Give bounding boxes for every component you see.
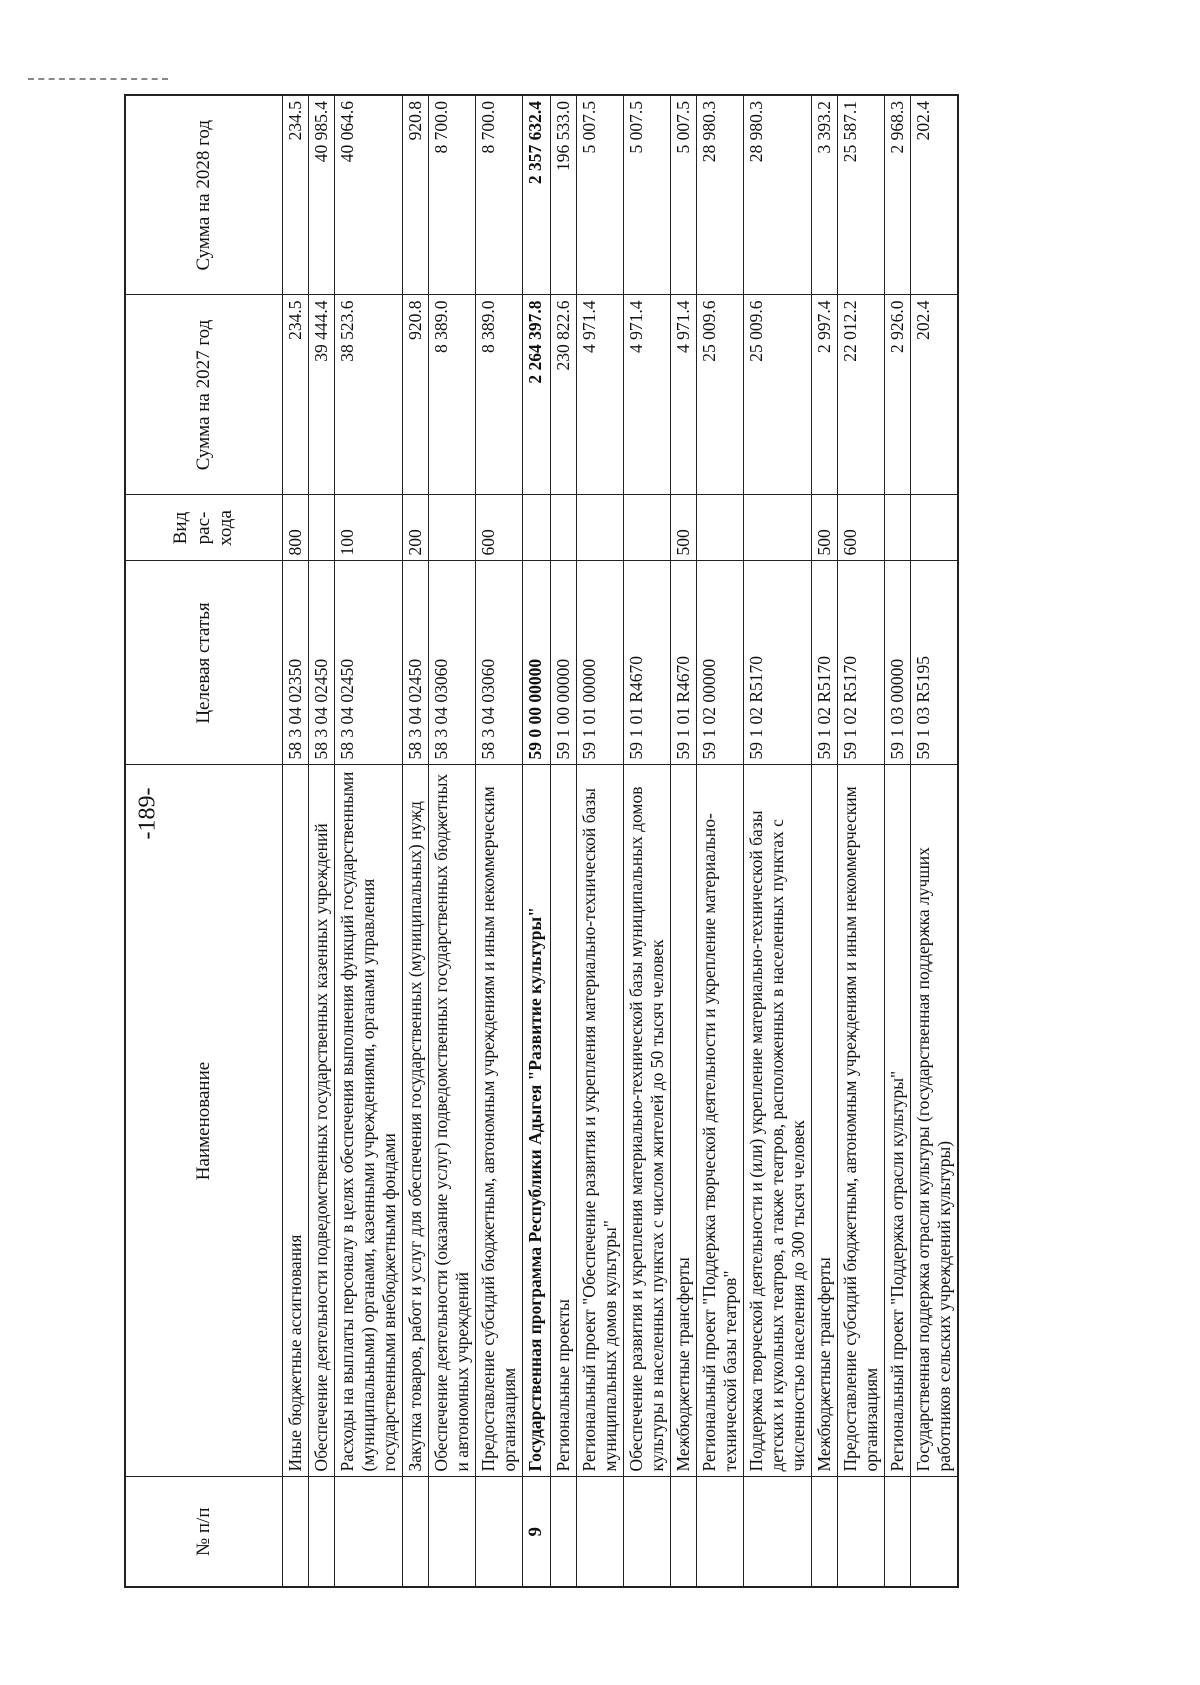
table-row [670, 95, 696, 1587]
row-name: Обеспечение деятельности подведомственных государственных казенных учреждений [309, 765, 335, 1477]
header-name: Наименование [125, 765, 283, 1477]
row-sum-2027: 4 971.4 [670, 295, 696, 495]
table-row [743, 95, 811, 1587]
row-code: 59 1 00 00000 [550, 561, 576, 765]
row-sum-2027: 202.4 [910, 295, 958, 495]
row-name: Региональный проект "Поддержка отрасли культуры" [884, 765, 910, 1477]
row-type: 500 [670, 495, 696, 561]
row-sum-2027: 920.8 [403, 295, 429, 495]
table-row [429, 95, 476, 1587]
table-row [309, 95, 335, 1587]
row-name: Закупка товаров, работ и услуг для обеспечения государственных (муниципальных) нужд [403, 765, 429, 1477]
row-sum-2028: 920.8 [403, 95, 429, 295]
table-row [837, 95, 884, 1587]
row-sum-2027: 39 444.4 [309, 295, 335, 495]
row-num [476, 1477, 523, 1587]
row-num [309, 1477, 335, 1587]
header-code: Целевая статья [125, 561, 283, 765]
row-sum-2027: 8 389.0 [429, 295, 476, 495]
row-name: Обеспечение развития и укрепления материально-технической базы муниципальных домов культуры в населенных пунктах с числом жителей до 50 тысяч человек [623, 765, 670, 1477]
row-code: 59 1 01 00000 [576, 561, 623, 765]
row-sum-2028: 28 980.3 [743, 95, 811, 295]
row-type: 600 [837, 495, 884, 561]
row-sum-2028: 8 700.0 [476, 95, 523, 295]
row-sum-2028: 40 985.4 [309, 95, 335, 295]
row-type [743, 495, 811, 561]
row-sum-2028: 5 007.5 [623, 95, 670, 295]
row-sum-2027: 230 822.6 [550, 295, 576, 495]
row-name: Предоставление субсидий бюджетным, автономным учреждениям и иным некоммерческим организациям [837, 765, 884, 1477]
header-type: Вид рас- хода [125, 495, 283, 561]
row-type: 500 [811, 495, 837, 561]
row-type [550, 495, 576, 561]
row-sum-2027: 25 009.6 [743, 295, 811, 495]
row-num [623, 1477, 670, 1587]
row-sum-2028: 196 533.0 [550, 95, 576, 295]
row-name: Региональный проект "Поддержка творческой деятельности и укрепление материально-технической базы театров" [696, 765, 743, 1477]
row-code: 59 1 02 R5170 [743, 561, 811, 765]
row-sum-2027: 38 523.6 [335, 295, 403, 495]
row-code: 58 3 04 02450 [309, 561, 335, 765]
row-sum-2027: 234.5 [283, 295, 309, 495]
row-type: 600 [476, 495, 523, 561]
row-name: Региональные проекты [550, 765, 576, 1477]
row-sum-2027: 8 389.0 [476, 295, 523, 495]
row-code: 58 3 04 02450 [335, 561, 403, 765]
budget-table [124, 94, 959, 1588]
row-type: 100 [335, 495, 403, 561]
row-num [576, 1477, 623, 1587]
row-code: 58 3 04 03060 [476, 561, 523, 765]
budget-sheet [124, 96, 1064, 1588]
row-sum-2027: 2 926.0 [884, 295, 910, 495]
row-sum-2028: 25 587.1 [837, 95, 884, 295]
row-sum-2028: 8 700.0 [429, 95, 476, 295]
table-row [623, 95, 670, 1587]
row-code: 58 3 04 02450 [403, 561, 429, 765]
row-sum-2028: 2 357 632.4 [523, 95, 551, 295]
row-num [283, 1477, 309, 1587]
row-type [429, 495, 476, 561]
row-num [884, 1477, 910, 1587]
row-type [309, 495, 335, 561]
row-num: 9 [523, 1477, 551, 1587]
row-name: Иные бюджетные ассигнования [283, 765, 309, 1477]
row-num [811, 1477, 837, 1587]
row-type [623, 495, 670, 561]
row-name: Обеспечение деятельности (оказание услуг) подведомственных государственных бюджетных и автономных учреждений [429, 765, 476, 1477]
table-row [476, 95, 523, 1587]
row-num [429, 1477, 476, 1587]
row-name: Государственная поддержка отрасли культуры (государственная поддержка лучших работников сельских учреждений культуры) [910, 765, 958, 1477]
row-sum-2028: 3 393.2 [811, 95, 837, 295]
header-2027: Сумма на 2027 год [125, 295, 283, 495]
row-sum-2028: 234.5 [283, 95, 309, 295]
row-type: 200 [403, 495, 429, 561]
row-name: Поддержка творческой деятельности и (или) укрепление материально-технической базы детских и кукольных театров, а также театров, расположенных в населенных пунктах с численностью населения до 300 тысяч человек [743, 765, 811, 1477]
row-code: 59 0 00 00000 [523, 561, 551, 765]
row-sum-2028: 2 968.3 [884, 95, 910, 295]
row-sum-2028: 5 007.5 [576, 95, 623, 295]
row-code: 59 1 02 00000 [696, 561, 743, 765]
row-code: 59 1 03 00000 [884, 561, 910, 765]
row-type [884, 495, 910, 561]
table-row [696, 95, 743, 1587]
page-number: -189- [134, 787, 161, 840]
row-type [576, 495, 623, 561]
table-row [335, 95, 403, 1587]
row-code: 59 1 01 R4670 [670, 561, 696, 765]
row-name: Государственная программа Республики Адыгея "Развитие культуры" [523, 765, 551, 1477]
row-sum-2027: 2 264 397.8 [523, 295, 551, 495]
row-num [550, 1477, 576, 1587]
row-num [335, 1477, 403, 1587]
header-num: № п/п [125, 1477, 283, 1587]
row-type: 800 [283, 495, 309, 561]
row-sum-2028: 28 980.3 [696, 95, 743, 295]
row-code: 59 1 02 R5170 [837, 561, 884, 765]
row-sum-2027: 2 997.4 [811, 295, 837, 495]
row-name: Предоставление субсидий бюджетным, автономным учреждениям и иным некоммерческим организациям [476, 765, 523, 1477]
row-type [910, 495, 958, 561]
row-code: 59 1 02 R5170 [811, 561, 837, 765]
row-sum-2027: 4 971.4 [576, 295, 623, 495]
row-num [910, 1477, 958, 1587]
row-code: 59 1 03 R5195 [910, 561, 958, 765]
row-sum-2027: 22 012.2 [837, 295, 884, 495]
table-row [576, 95, 623, 1587]
row-code: 59 1 01 R4670 [623, 561, 670, 765]
row-sum-2027: 4 971.4 [623, 295, 670, 495]
row-sum-2028: 202.4 [910, 95, 958, 295]
row-num [403, 1477, 429, 1587]
table-body [283, 95, 958, 1587]
row-num [837, 1477, 884, 1587]
row-type [523, 495, 551, 561]
table-row [811, 95, 837, 1587]
row-sum-2028: 5 007.5 [670, 95, 696, 295]
row-code: 58 3 04 02350 [283, 561, 309, 765]
row-name: Межбюджетные трансферты [811, 765, 837, 1477]
scan-edge-mark [28, 78, 168, 90]
header-2028: Сумма на 2028 год [125, 95, 283, 295]
row-num [670, 1477, 696, 1587]
row-sum-2028: 40 064.6 [335, 95, 403, 295]
row-name: Расходы на выплаты персоналу в целях обеспечения выполнения функций государственными (муниципальными) органами, казенными учреждениями, органами управления государственными внебюджетными фондами [335, 765, 403, 1477]
table-row [550, 95, 576, 1587]
row-num [743, 1477, 811, 1587]
row-sum-2027: 25 009.6 [696, 295, 743, 495]
table-row [910, 95, 958, 1587]
row-name: Региональный проект "Обеспечение развития и укрепления материально-технической базы муниципальных домов культуры" [576, 765, 623, 1477]
row-name: Межбюджетные трансферты [670, 765, 696, 1477]
table-row [403, 95, 429, 1587]
row-type [696, 495, 743, 561]
table-row [283, 95, 309, 1587]
table-row [523, 95, 551, 1587]
table-row [884, 95, 910, 1587]
row-code: 58 3 04 03060 [429, 561, 476, 765]
table-header-row [125, 95, 283, 1587]
row-num [696, 1477, 743, 1587]
